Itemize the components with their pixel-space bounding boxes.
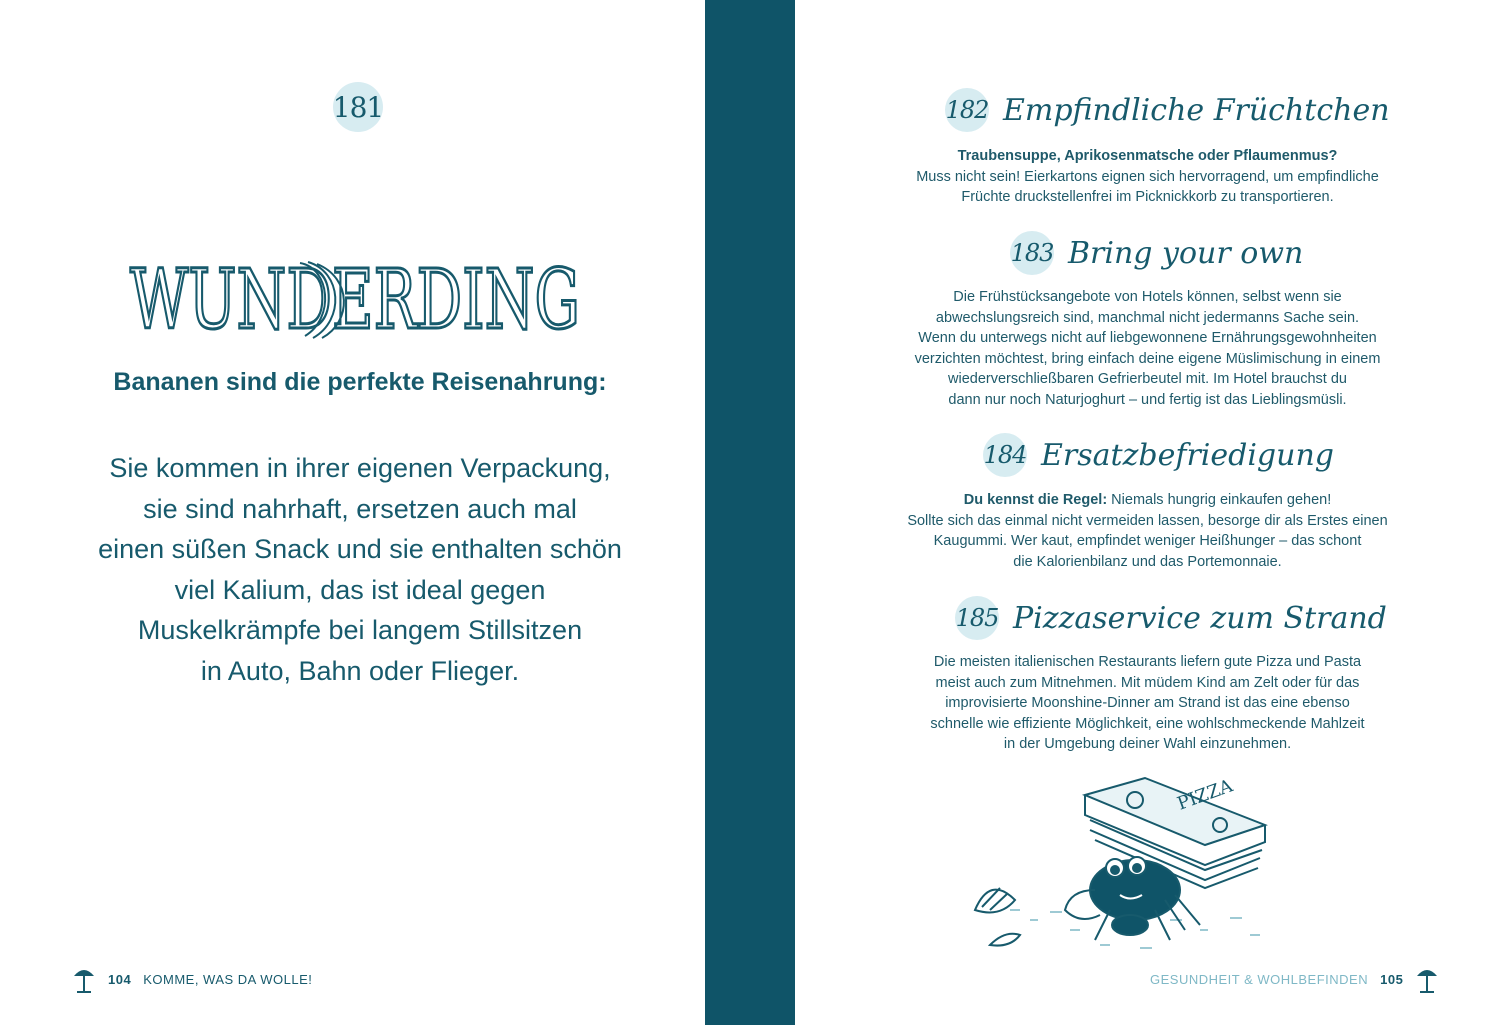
section-title: KOMME, WAS DA WOLLE! — [143, 971, 313, 987]
page-number: 105 — [1380, 971, 1404, 987]
subtitle: Bananen sind die perfekte Reisenahrung: — [113, 368, 607, 396]
crab-pizza-illustration — [970, 770, 1300, 960]
tip-line: dann nur noch Naturjoghurt – und fertig ist das Lieblingsmüsli. — [948, 391, 1347, 408]
tip-number-badge — [1010, 231, 1054, 275]
footer-right — [1150, 964, 1439, 994]
seashell-icon — [975, 888, 1020, 946]
tip-line: Die meisten italienischen Restaurants liefern gute Pizza und Pasta — [933, 654, 1362, 670]
tip-number: 184 — [983, 441, 1027, 469]
body-line: sie sind nahrhaft, ersetzen auch mal — [143, 493, 577, 524]
tip-heading — [983, 433, 1334, 477]
tip-number-badge — [945, 88, 989, 132]
tip-lead: Traubensuppe, Aprikosenmatsche oder Pflaumenmus? — [957, 148, 1338, 164]
body-text — [0, 448, 720, 691]
tip-title: Bring your own — [1068, 235, 1304, 271]
tip-line: die Kalorienbilanz und das Portemonnaie. — [1013, 553, 1282, 570]
body-line: Sie kommen in ihrer eigenen Verpackung, — [109, 453, 611, 483]
tip-body — [795, 652, 1500, 755]
body-line: in Auto, Bahn oder Flieger. — [200, 655, 520, 686]
tip-body — [795, 490, 1500, 572]
pizza-box-label: PIZZA — [1174, 775, 1236, 815]
tip-number-badge — [333, 82, 383, 132]
page-number: 104 — [108, 971, 132, 987]
umbrella-icon — [72, 964, 96, 994]
tip-line: meist auch zum Mitnehmen. Mit müdem Kind am Zelt oder für das — [935, 674, 1360, 691]
tip-heading — [1010, 231, 1303, 275]
umbrella-icon — [1415, 964, 1439, 994]
tip-body — [795, 287, 1500, 410]
tip-line: Wenn du unterwegs nicht auf liebgewonnene Ernährungsgewohnheiten — [918, 330, 1377, 346]
tip-number: 185 — [955, 604, 999, 632]
tip-line: wiederverschließbaren Gefrierbeutel mit. Im Hotel brauchst du — [948, 371, 1347, 387]
body-line: Muskelkrämpfe bei langem Stillsitzen — [137, 615, 583, 645]
tip-line: verzichten möchtest, bring einfach deine eigene Müslimischung in einem — [914, 350, 1381, 367]
tip-line: improvisierte Moonshine-Dinner am Strand ist das eine ebenso — [945, 695, 1350, 711]
tip-title: Ersatzbefriedigung — [1041, 437, 1334, 473]
left-page — [0, 0, 705, 1025]
tip-line: schnelle wie effiziente Möglichkeit, eine wohlschmeckende Mahlzeit — [930, 715, 1365, 732]
headline — [130, 248, 580, 348]
tip-body — [795, 146, 1500, 208]
tip-line: in der Umgebung deiner Wahl einzunehmen. — [1003, 736, 1292, 752]
tip-line: Sollte sich das einmal nicht vermeiden lassen, besorge dir als Erstes einen — [907, 512, 1388, 529]
tip-title: Empfindliche Früchtchen — [1003, 92, 1390, 128]
page-spine — [705, 0, 795, 1025]
tip-line: Die Frühstücksangebote von Hotels können, selbst wenn sie — [953, 289, 1342, 305]
tip-number-badge — [955, 596, 999, 640]
tip-number-badge — [983, 433, 1027, 477]
tip-number: 183 — [1010, 239, 1054, 267]
tip-line: abwechslungsreich sind, manchmal nicht jedermanns Sache sein. — [935, 309, 1360, 326]
tip-line: Früchte druckstellenfrei im Picknickkorb zu transportieren. — [961, 189, 1334, 205]
tip-lead: Du kennst die Regel: — [963, 492, 1108, 508]
body-line: viel Kalium, das ist ideal gegen — [174, 574, 546, 605]
tip-heading — [945, 88, 1390, 132]
tip-number: 181 — [332, 90, 384, 124]
tip-line: Muss nicht sein! Eierkartons eignen sich hervorragend, um empfindliche — [916, 168, 1379, 185]
tip-heading — [955, 596, 1387, 640]
tip-lead-rest: Niemals hungrig einkaufen gehen! — [1107, 492, 1332, 508]
tip-line: Kaugummi. Wer kaut, empfindet weniger Heißhunger – das schont — [933, 533, 1362, 549]
tip-number: 182 — [945, 96, 989, 124]
footer-left — [72, 964, 312, 994]
headline-text: WUNDERDING — [130, 253, 580, 348]
tip-title: Pizzaservice zum Strand — [1013, 600, 1387, 636]
right-page — [795, 0, 1500, 1025]
section-title: GESUNDHEIT & WOHLBEFINDEN — [1150, 971, 1369, 987]
body-line: einen süßen Snack und sie enthalten schön — [98, 534, 622, 564]
